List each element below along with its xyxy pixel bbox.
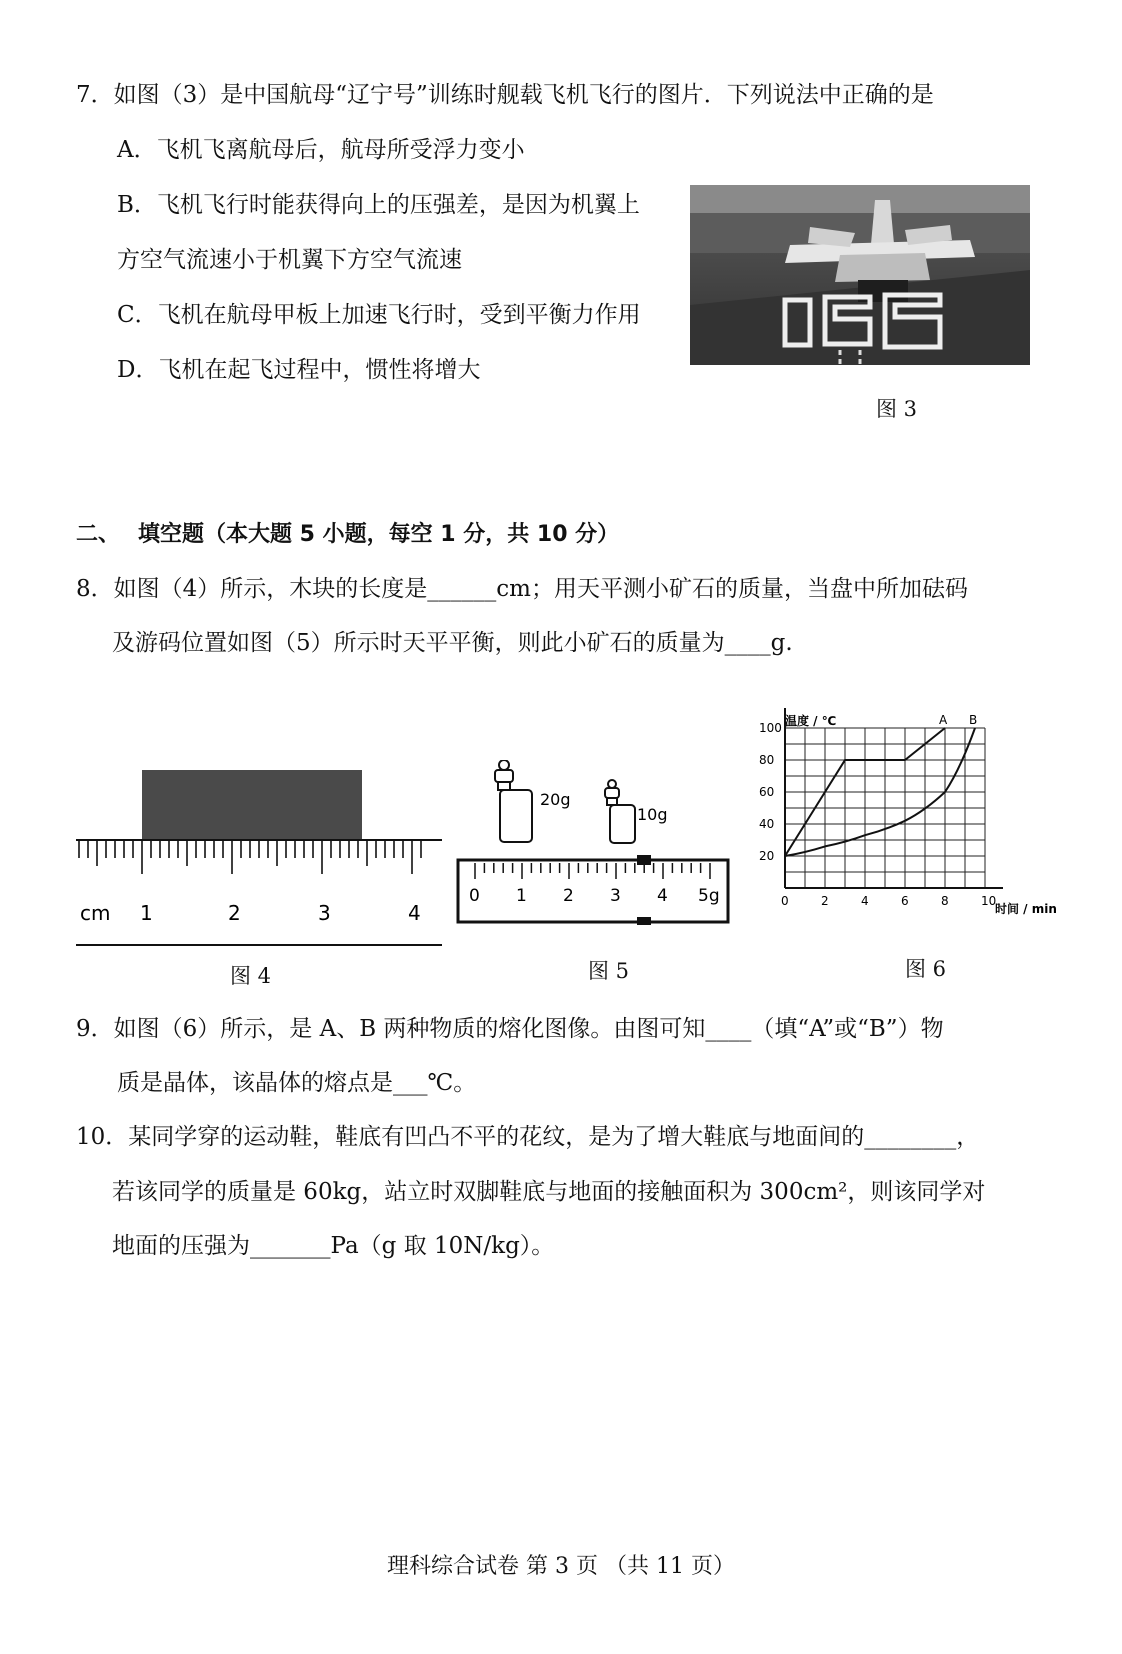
scale-label-3: 3 bbox=[610, 886, 621, 906]
scale-label-1: 1 bbox=[516, 886, 527, 906]
y-tick-label: 60 bbox=[759, 785, 775, 799]
x-tick-label: 8 bbox=[941, 894, 949, 908]
q7-option-b-line1: B．飞机飞行时能获得向上的压强差，是因为机翼上 bbox=[117, 192, 640, 218]
wooden-block bbox=[142, 770, 362, 840]
x-tick-label: 6 bbox=[901, 894, 909, 908]
ruler-label-3: 3 bbox=[318, 901, 331, 925]
q7-option-c: C．飞机在航母甲板上加速飞行时，受到平衡力作用 bbox=[117, 302, 641, 328]
q9-line1: 9．如图（6）所示，是 A、B 两种物质的熔化图像。由图可知____（填“A”或“B”）物 bbox=[76, 1016, 944, 1042]
x-tick-label: 2 bbox=[821, 894, 829, 908]
carrier-jet-photo bbox=[690, 185, 1030, 365]
q10-line2: 若该同学的质量是 60kg，站立时双脚鞋底与地面的接触面积为 300cm²，则该同学对 bbox=[112, 1179, 986, 1205]
y-tick-label: 20 bbox=[759, 849, 775, 863]
scale-label-5: 5g bbox=[698, 886, 720, 906]
fig3-caption: 图 3 bbox=[876, 397, 918, 421]
section-number: 二、 bbox=[76, 522, 121, 547]
fig5-caption: 图 5 bbox=[588, 959, 630, 983]
fig4-ruler-diagram bbox=[70, 760, 450, 950]
ruler-unit: cm bbox=[80, 901, 111, 925]
scale-label-2: 2 bbox=[563, 886, 574, 906]
scale-label-4: 4 bbox=[657, 886, 668, 906]
fig4-caption: 图 4 bbox=[230, 964, 272, 988]
x-axis-label: 时间 / min bbox=[995, 902, 1057, 916]
section-title: 填空题（本大题 5 小题，每空 1 分，共 10 分） bbox=[138, 522, 620, 547]
q10-line1: 10．某同学穿的运动鞋，鞋底有凹凸不平的花纹，是为了增大鞋底与地面间的________， bbox=[76, 1124, 980, 1150]
q8-line1: 8．如图（4）所示，木块的长度是______cm；用天平测小矿石的质量，当盘中所加砝码 bbox=[76, 576, 968, 602]
q9-line2: 质是晶体，该晶体的熔点是___℃。 bbox=[117, 1070, 477, 1096]
weight-10g bbox=[605, 780, 635, 843]
fig6-caption: 图 6 bbox=[905, 957, 947, 981]
q7-stem: 7．如图（3）是中国航母“辽宁号”训练时舰载飞机飞行的图片．下列说法中正确的是 bbox=[76, 82, 934, 108]
page-footer: 理科综合试卷 第 3 页 （共 11 页） bbox=[387, 1554, 735, 1579]
x-tick-label: 4 bbox=[861, 894, 869, 908]
x-tick-label: 10 bbox=[981, 894, 997, 908]
y-tick-label: 40 bbox=[759, 817, 775, 831]
x-tick-label: 0 bbox=[781, 894, 789, 908]
y-tick-label: 100 bbox=[759, 721, 782, 735]
chart-series bbox=[785, 713, 977, 856]
y-axis-label: 温度 / ℃ bbox=[785, 714, 837, 728]
y-tick-label: 80 bbox=[759, 753, 775, 767]
scale-label-0: 0 bbox=[469, 886, 480, 906]
series-A-label: A bbox=[939, 713, 948, 727]
q7-option-a: A．飞机飞离航母后，航母所受浮力变小 bbox=[117, 137, 525, 163]
q7-option-b-line2: 方空气流速小于机翼下方空气流速 bbox=[117, 247, 462, 273]
q10-line3: 地面的压强为_______Pa（g 取 10N/kg）。 bbox=[112, 1233, 555, 1259]
weight-20g bbox=[495, 760, 532, 842]
weight-20g-label: 20g bbox=[540, 790, 571, 809]
rider-top bbox=[637, 855, 651, 865]
ruler-label-2: 2 bbox=[228, 901, 241, 925]
q8-line2: 及游码位置如图（5）所示时天平平衡，则此小矿石的质量为____g. bbox=[112, 630, 793, 656]
weight-10g-label: 10g bbox=[637, 805, 668, 824]
rider-bottom bbox=[637, 917, 651, 925]
series-B-label: B bbox=[969, 713, 978, 727]
fig6-melting-chart bbox=[745, 708, 1065, 948]
fig5-balance-diagram bbox=[455, 760, 735, 925]
ruler-label-1: 1 bbox=[140, 901, 153, 925]
q7-option-d: D．飞机在起飞过程中，惯性将增大 bbox=[117, 357, 481, 383]
ruler-ticks bbox=[79, 840, 421, 874]
ruler-label-4: 4 bbox=[408, 901, 421, 925]
